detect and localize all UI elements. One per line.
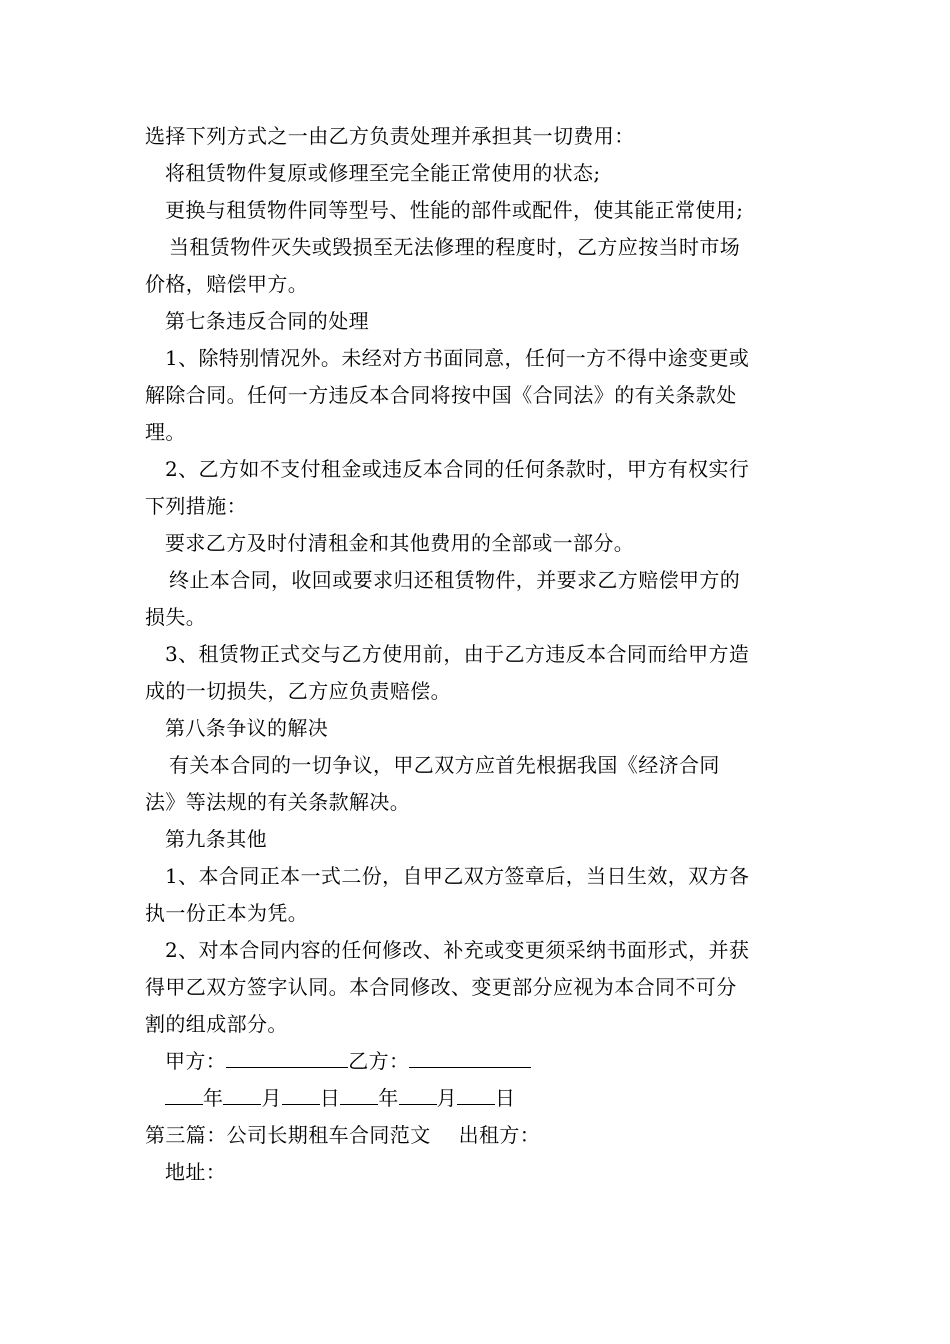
paragraph-line: 3、租赁物正式交与乙方使用前，由于乙方违反本合同而给甲方造 bbox=[165, 642, 750, 666]
year-label-2: 年 bbox=[378, 1086, 399, 1110]
paragraph-line: 法》等法规的有关条款解决。 bbox=[145, 790, 411, 814]
paragraph-line: 终止本合同，收回或要求归还租赁物件，并要求乙方赔偿甲方的 bbox=[169, 568, 741, 592]
paragraph-line: 解除合同。任何一方违反本合同将按中国《合同法》的有关条款处 bbox=[145, 383, 737, 407]
party-a-blank[interactable] bbox=[226, 1045, 348, 1068]
paragraph-line: 当租赁物件灭失或毁损至无法修理的程度时，乙方应按当时市场 bbox=[169, 235, 741, 259]
day-blank-2[interactable] bbox=[457, 1082, 495, 1105]
paragraph-line: 执一份正本为凭。 bbox=[145, 901, 309, 925]
party-b-label: 乙方： bbox=[348, 1049, 410, 1073]
paragraph-line: 得甲乙双方签字认同。本合同修改、变更部分应视为本合同不可分 bbox=[145, 975, 737, 999]
section-heading-line bbox=[145, 1117, 810, 1154]
year-blank[interactable] bbox=[165, 1082, 203, 1105]
party-a-label: 甲方： bbox=[165, 1049, 227, 1073]
lessor-label: 出租方： bbox=[458, 1123, 541, 1147]
paragraph-line: 下列措施： bbox=[145, 494, 247, 518]
article-heading: 第七条违反合同的处理 bbox=[165, 309, 369, 333]
month-label-2: 月 bbox=[436, 1086, 458, 1110]
article-heading: 第九条其他 bbox=[165, 827, 267, 851]
day-label: 日 bbox=[319, 1086, 341, 1110]
paragraph-line: 损失。 bbox=[145, 605, 207, 629]
paragraph-line: 更换与租赁物件同等型号、性能的部件或配件，使其能正常使用; bbox=[165, 198, 744, 222]
paragraph-line: 2、乙方如不支付租金或违反本合同的任何条款时，甲方有权实行 bbox=[165, 457, 750, 481]
day-blank[interactable] bbox=[282, 1082, 320, 1105]
month-blank-2[interactable] bbox=[399, 1082, 437, 1105]
month-blank[interactable] bbox=[223, 1082, 261, 1105]
paragraph-line: 2、对本合同内容的任何修改、补充或变更须采纳书面形式，并获 bbox=[165, 938, 750, 962]
paragraph-line: 选择下列方式之一由乙方负责处理并承担其一切费用： bbox=[145, 124, 635, 148]
paragraph-line: 1、本合同正本一式二份，自甲乙双方签章后，当日生效，双方各 bbox=[165, 864, 750, 888]
year-label: 年 bbox=[203, 1086, 224, 1110]
date-line bbox=[145, 1080, 810, 1117]
paragraph-line: 价格，赔偿甲方。 bbox=[145, 272, 309, 296]
address-label: 地址： bbox=[165, 1160, 227, 1184]
paragraph-line: 成的一切损失，乙方应负责赔偿。 bbox=[145, 679, 451, 703]
paragraph-line: 将租赁物件复原或修理至完全能正常使用的状态; bbox=[165, 161, 601, 185]
signature-line bbox=[145, 1043, 810, 1080]
paragraph-line: 有关本合同的一切争议，甲乙双方应首先根据我国《经济合同 bbox=[169, 753, 720, 777]
day-label-2: 日 bbox=[495, 1086, 516, 1110]
paragraph-line: 要求乙方及时付清租金和其他费用的全部或一部分。 bbox=[165, 531, 635, 555]
document-body bbox=[145, 118, 810, 1191]
paragraph-line: 理。 bbox=[145, 420, 186, 444]
article-heading: 第八条争议的解决 bbox=[165, 716, 329, 740]
paragraph-line: 1、除特别情况外。未经对方书面同意，任何一方不得中途变更或 bbox=[165, 346, 750, 370]
paragraph-line: 割的组成部分。 bbox=[145, 1012, 288, 1036]
month-label: 月 bbox=[261, 1086, 282, 1110]
year-blank-2[interactable] bbox=[340, 1082, 378, 1105]
party-b-blank[interactable] bbox=[409, 1045, 531, 1068]
section-heading: 第三篇：公司长期租车合同范文 bbox=[145, 1123, 431, 1147]
